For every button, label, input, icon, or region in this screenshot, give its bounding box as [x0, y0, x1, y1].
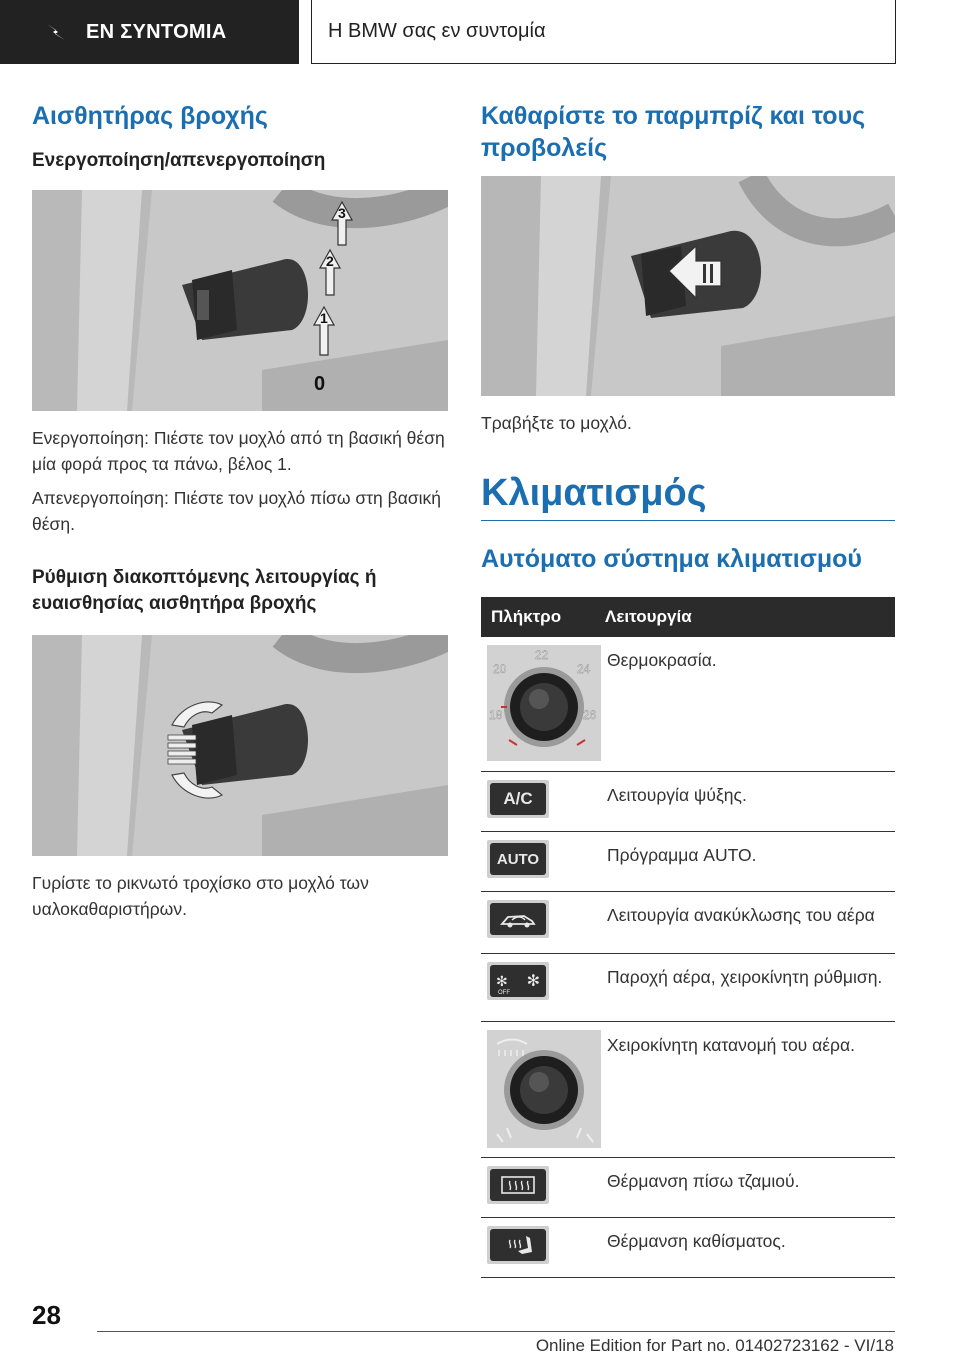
table-row	[481, 954, 895, 1022]
table-row	[481, 832, 895, 892]
arrow-label-0: 0	[314, 373, 326, 395]
fan-off-label: OFF	[498, 990, 510, 996]
seat-heating-button-icon	[487, 1226, 549, 1264]
footer-rule	[97, 1331, 895, 1332]
page-number: 28	[32, 1300, 61, 1330]
table-row	[481, 892, 895, 954]
temp-18: 18	[489, 708, 503, 722]
table-header	[481, 597, 895, 637]
temp-26: 26	[583, 708, 597, 722]
ac-button-icon	[487, 780, 549, 818]
table-row	[481, 1218, 895, 1278]
header-section-tab[interactable]	[0, 0, 299, 64]
seat-heating-function: Θέρμανση καθίσματος.	[607, 1231, 786, 1251]
table-row	[481, 637, 895, 772]
table-row	[481, 1158, 895, 1218]
arrow-label-2: 2	[326, 253, 334, 269]
fan-high-icon: ✻	[526, 973, 540, 990]
fan-function: Παροχή αέρα, χειροκίνητη ρύθμιση.	[607, 967, 883, 987]
thumbwheel-text: Γυρίστε το ρικνωτό τροχίσκο στο μοχλό των υαλοκαθαριστήρων.	[32, 873, 369, 919]
temp-20: 20	[493, 662, 507, 676]
temperature-knob-icon	[487, 645, 601, 761]
footer-edition: Online Edition for Part no. 01402723162 - VI/18	[535, 1336, 894, 1355]
table-row	[481, 772, 895, 832]
ac-function: Λειτουργία ψύξης.	[607, 785, 747, 805]
sensitivity-subtitle: Ρύθμιση διακοπτόμενης λειτουργίας ή ευαισθησίας αισθητήρα βροχής	[32, 567, 377, 614]
ac-button-label: A/C	[490, 783, 546, 815]
pull-text: Τραβήξτε το μοχλό.	[481, 413, 632, 433]
arrow-label-1: 1	[320, 310, 328, 326]
section-label: ΕΝ ΣΥΝΤΟΜΙΑ	[86, 20, 227, 43]
col-header-button: Πλήκτρο	[491, 607, 562, 626]
recirculation-function: Λειτουργία ανακύκλωσης του αέρα	[607, 905, 875, 925]
auto-climate-title: Αυτόματο σύστημα κλιματισμού	[481, 545, 862, 573]
activation-subtitle: Ενεργοποίηση/απενεργοποίηση	[32, 150, 326, 171]
quick-guide-icon	[44, 20, 68, 44]
rear-defrost-function: Θέρμανση πίσω τζαμιού.	[607, 1171, 800, 1191]
rain-sensor-title: Αισθητήρας βροχής	[32, 102, 268, 130]
auto-button-icon	[487, 840, 549, 878]
right-column	[481, 100, 895, 1278]
auto-function: Πρόγραμμα AUTO.	[607, 845, 757, 865]
temperature-function: Θερμοκρασία.	[607, 650, 717, 670]
recirculation-button-icon	[487, 900, 549, 938]
thumbwheel-image	[32, 635, 448, 856]
fan-low-icon: ✻	[496, 972, 508, 989]
climate-heading-block	[481, 470, 895, 521]
windshield-title: Καθαρίστε το παρμπρίζ και τους προβολείς	[481, 102, 866, 162]
chapter-title-text: Η BMW σας εν συντομία	[328, 20, 546, 42]
air-distribution-knob-icon	[487, 1030, 601, 1148]
activation-text: Ενεργοποίηση: Πιέστε τον μοχλό από τη βασική θέση μία φορά προς τα πάνω, βέλος 1.	[32, 428, 445, 474]
temp-24: 24	[577, 662, 591, 676]
chapter-title	[311, 0, 896, 64]
rear-defrost-button-icon	[487, 1166, 549, 1204]
air-distribution-function: Χειροκίνητη κατανομή του αέρα.	[607, 1035, 855, 1055]
climate-controls-table	[481, 597, 895, 1278]
table-row	[481, 1022, 895, 1158]
temp-22: 22	[535, 648, 549, 662]
arrow-label-3: 3	[338, 205, 346, 221]
fan-button-icon	[487, 962, 549, 1000]
wiper-stalk-arrows-image	[32, 190, 448, 411]
pull-stalk-image	[481, 176, 895, 396]
auto-button-label: AUTO	[490, 843, 546, 875]
col-header-function: Λειτουργία	[605, 607, 692, 626]
deactivation-text: Απενεργοποίηση: Πιέστε τον μοχλό πίσω στη βασική θέση.	[32, 488, 442, 534]
left-column	[32, 100, 448, 922]
climate-heading: Κλιματισμός	[481, 472, 707, 514]
